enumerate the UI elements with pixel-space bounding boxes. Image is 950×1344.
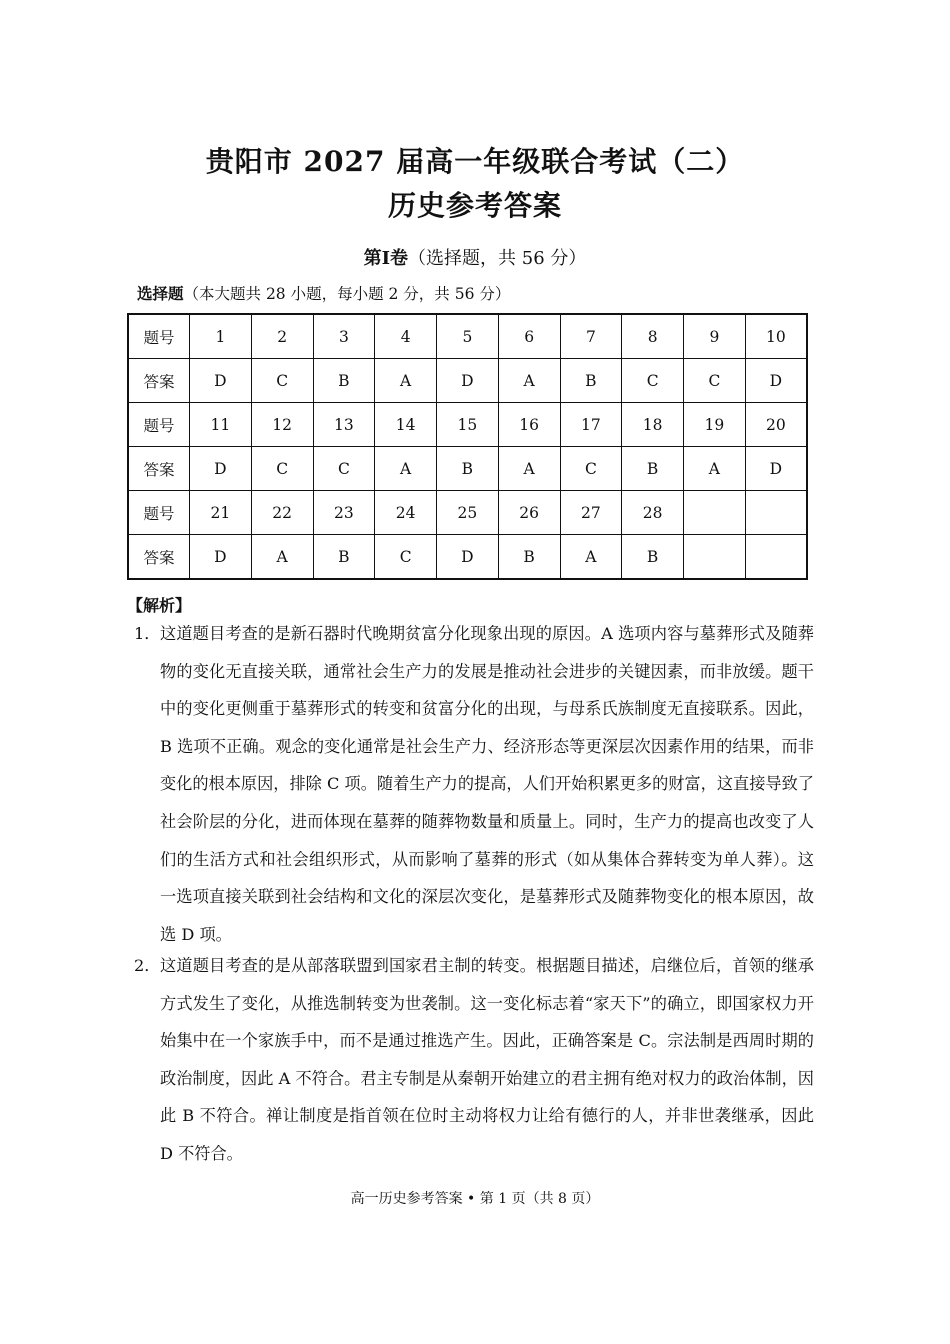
table-cell: 17 [560, 403, 622, 447]
table-cell [684, 491, 746, 535]
table-cell: B [437, 447, 499, 491]
question-type-intro [137, 282, 510, 304]
row-header: 题号 [128, 491, 190, 535]
table-cell: A [684, 447, 746, 491]
table-cell: A [375, 447, 437, 491]
table-cell: 27 [560, 491, 622, 535]
question-type-label: 选择题 [137, 284, 184, 303]
item-text: 这道题目考查的是从部落联盟到国家君主制的转变。根据题目描述，启继位后，首领的继承方式发生了变化，从推选制转变为世袭制。这一变化标志着“家天下”的确立，即国家权力开始集中在一个家族手中，而不是通过推选产生。因此，正确答案是 C。宗法制是西周时期的政治制度，因此 A 不符合。君主专制是从秦朝开始建立的君主拥有绝对权力的政治体制，因此 B 不符合。禅让制度是指首领在位时主动将权力让给有德行的人，并非世袭继承，因此 D 不符合。 [160, 956, 814, 1163]
table-cell: 19 [684, 403, 746, 447]
table-cell: B [560, 359, 622, 403]
table-cell: 12 [251, 403, 313, 447]
table-cell: C [375, 535, 437, 580]
table-cell: D [745, 447, 807, 491]
row-header: 题号 [128, 403, 190, 447]
table-cell [684, 535, 746, 580]
table-cell: 4 [375, 314, 437, 359]
table-cell: B [313, 359, 375, 403]
table-cell: D [190, 359, 252, 403]
table-cell: 1 [190, 314, 252, 359]
row-header: 答案 [128, 535, 190, 580]
table-cell: 2 [251, 314, 313, 359]
table-cell: 6 [498, 314, 560, 359]
table-cell: D [437, 359, 499, 403]
section-detail: （选择题，共 56 分） [408, 248, 587, 269]
table-cell: B [622, 535, 684, 580]
table-cell: C [251, 359, 313, 403]
table-cell: 24 [375, 491, 437, 535]
section-heading [0, 244, 950, 270]
table-row [128, 359, 807, 403]
table-cell: 7 [560, 314, 622, 359]
table-cell: 14 [375, 403, 437, 447]
document-subtitle: 历史参考答案 [387, 189, 562, 222]
row-header: 答案 [128, 359, 190, 403]
table-cell: D [745, 359, 807, 403]
table-cell: B [498, 535, 560, 580]
table-cell: 10 [745, 314, 807, 359]
page-footer: 高一历史参考答案 • 第 1 页（共 8 页） [350, 1191, 600, 1207]
table-cell [745, 535, 807, 580]
table-row [128, 535, 807, 580]
table-cell: A [251, 535, 313, 580]
row-header: 题号 [128, 314, 190, 359]
table-cell: B [622, 447, 684, 491]
table-cell: 8 [622, 314, 684, 359]
analysis-item [134, 615, 814, 953]
analysis-item [134, 947, 814, 1173]
item-number: 2． [134, 956, 161, 975]
table-cell: A [560, 535, 622, 580]
table-cell: 22 [251, 491, 313, 535]
item-text: 这道题目考查的是新石器时代晚期贫富分化现象出现的原因。A 选项内容与墓葬形式及随葬物的变化无直接关联，通常社会生产力的发展是推动社会进步的关键因素，而非放缓。题干中的变化更侧重于墓葬形式的转变和贫富分化的出现，与母系氏族制度无直接联系。因此，B 选项不正确。观念的变化通常是社会生产力、经济形态等更深层次因素作用的结果，而非变化的根本原因，排除 C 项。随着生产力的提高，人们开始积累更多的财富，这直接导致了社会阶层的分化，进而体现在墓葬的随葬物数量和质量上。同时，生产力的提高也改变了人们的生活方式和社会组织形式，从而影响了墓葬的形式（如从集体合葬转变为单人葬）。这一选项直接关联到社会结构和文化的深层次变化，是墓葬形式及随葬物变化的根本原因，故选 D 项。 [160, 624, 814, 944]
table-cell: C [251, 447, 313, 491]
table-cell: 21 [190, 491, 252, 535]
table-row [128, 491, 807, 535]
table-cell: 26 [498, 491, 560, 535]
table-cell: 3 [313, 314, 375, 359]
item-number: 1． [134, 624, 161, 643]
table-cell: 11 [190, 403, 252, 447]
table-cell: 9 [684, 314, 746, 359]
row-header: 答案 [128, 447, 190, 491]
table-cell: A [375, 359, 437, 403]
table-cell: 20 [745, 403, 807, 447]
table-cell: 5 [437, 314, 499, 359]
table-cell: 13 [313, 403, 375, 447]
table-cell: 28 [622, 491, 684, 535]
table-cell: 25 [437, 491, 499, 535]
table-cell: 15 [437, 403, 499, 447]
question-type-detail: （本大题共 28 小题，每小题 2 分，共 56 分） [183, 285, 511, 303]
document-title: 贵阳市 2027 届高一年级联合考试（二） [205, 145, 745, 178]
table-cell [745, 491, 807, 535]
section-name: 第Ⅰ卷 [363, 248, 409, 269]
table-cell: D [190, 535, 252, 580]
table-cell: B [313, 535, 375, 580]
table-cell: C [560, 447, 622, 491]
answer-table [127, 313, 808, 580]
table-row [128, 403, 807, 447]
table-cell: C [684, 359, 746, 403]
table-cell: D [437, 535, 499, 580]
table-row [128, 447, 807, 491]
table-cell: D [190, 447, 252, 491]
analysis-heading: 【解析】 [127, 596, 192, 615]
table-cell: 18 [622, 403, 684, 447]
table-cell: 23 [313, 491, 375, 535]
table-cell: C [313, 447, 375, 491]
table-cell: A [498, 359, 560, 403]
table-row [128, 314, 807, 359]
table-cell: C [622, 359, 684, 403]
table-cell: 16 [498, 403, 560, 447]
table-cell: A [498, 447, 560, 491]
